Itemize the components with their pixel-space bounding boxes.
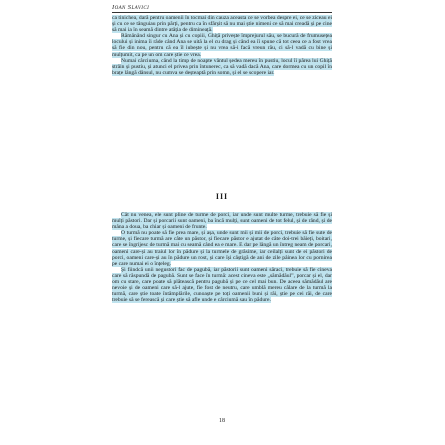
header-rule bbox=[112, 12, 332, 13]
highlighted-text: Numai cârciuma, când la timp de noapte vântul ședea mereu în pustiu, locul îi părea lui Ghiță strâin și pustiu, și atunci el privea prin întunerec, ca să vadă dacă Ana, care dormea cu un copil în brațe lângă dânsul, nu cumva se deșteaptă prin somn, și el se scopere iar. bbox=[112, 57, 332, 76]
highlighted-text: Rămânând singur cu Ana și cu copiii, Ghiță privește împrejurul său, se bucură de frumusețea locului și inima îi râde când Ana se uită la el cu drag și când ea îi spune că tot ceea ce a fost vrea să fie din nou, pentru că ea îl iubește și nu vrea să-i facă vreun rău, ci să-l vadă cu bine și mulțumit, ca pe un om care știe ce vrea. bbox=[112, 33, 332, 58]
paragraph bbox=[112, 33, 332, 57]
chapter-number: III bbox=[215, 192, 229, 201]
highlighted-text: Cât nu venea, ele sunt pline de turme de porci, iar unde sunt multe turme, trebuie să fie și mulți păstori. Dar și porcarii sunt oameni, ba încă mulți, sunt oameni de tot felul, și de rând, și de mâna a doua, ba chiar și oameni de frunte. bbox=[112, 212, 332, 231]
paragraph bbox=[112, 267, 332, 304]
highlighted-text: Și fiindcă unii negustori fac de pagubă, iar păstorii sunt oameni săraci, trebuie să fie cineva care să răspundă de pagubă. Sunt se face în turmă: acest cineva este „sămădăul”, porcar și el, dar om cu stare, care poate să plătească pentru pagubă și pe ce cel mai bun. De aceea sămădăul are nevoie și de oameni care să-l ajute, fie fost de neutru, care umblă mereu călare de la turmă la turmă, care știe toate întâmplările, cunoaște pe toți oamenii buni și răi, știe pe cei răi, de care trebuie să se ferească și care știe să afle unde e cârciumă sau în pădure. bbox=[112, 266, 332, 304]
paragraph bbox=[112, 230, 332, 267]
paragraph bbox=[112, 15, 332, 33]
bottom-text-block bbox=[112, 212, 332, 303]
running-head: Ioan Slavici bbox=[112, 4, 150, 11]
highlighted-text: ca tinichea, dară pentru oamenii în tocmai din cauza aceasta ce se vorbea despre ei, ce se ziceau ei și cu ce se tânguiau prin părți, pentru ca în sfârșit să nu mai știe nimeni ce să mai creadă și pe cine să mai ia în seamă dintre atâția de dimineață. bbox=[112, 15, 332, 34]
paragraph bbox=[112, 58, 332, 76]
highlighted-text: O turmă nu poate să fie prea mare, și așa, unde sunt mii și mii de porci, trebuie să fie sute de turme, și fiecare turmă are câte un păstor, și fiecare păstor e ajutat de câte doi-trei băieți, boitari, care se îngrijesc de turmă mai cu seamă când ea e mare. E dar pe lângă un întreg neam de porcari, oameni care-și au traiul lor în pădure și la turmele de grăsime, iar ceilalți sunt de ei păstori de porci, oameni care-și au în pădure un rost, și care își câștigă de ani de zile pâinea lor cu pornirea pe care numai ei o înțeleg. bbox=[112, 230, 332, 267]
paragraph bbox=[112, 212, 332, 230]
top-text-block bbox=[112, 15, 332, 76]
page-number: 18 bbox=[219, 418, 225, 424]
